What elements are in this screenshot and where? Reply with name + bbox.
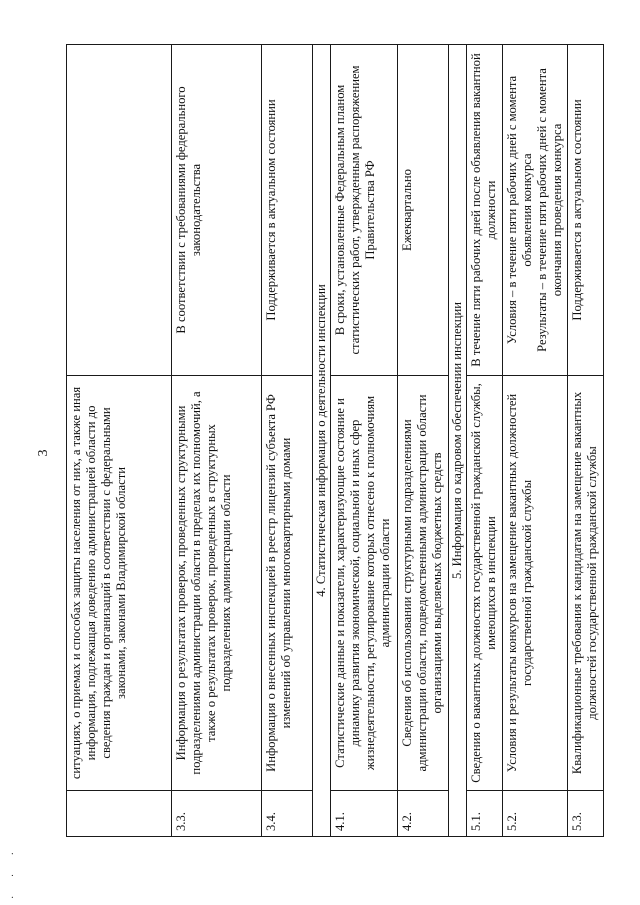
table-row xyxy=(467,45,503,837)
row-name: Информация о результатах проверок, проведенных структурными подразделениями администрации области в пределах их полномочий, а также о результатах проверок, проведенных в структурных подразделениях администрации области xyxy=(172,376,262,791)
row-name: Информация о внесенных инспекцией в реестр лицензий субъекта РФ изменений об управлении многоквартирными домами xyxy=(262,376,313,791)
term-line-conditions: Условия – в течение пяти рабочих дней с момента объявления конкурса xyxy=(505,75,534,345)
row-number: 3.4. xyxy=(262,791,313,837)
table-row xyxy=(398,45,449,837)
information-table xyxy=(66,44,604,837)
row-term xyxy=(503,45,568,376)
section-heading: 4. Статистическая информация о деятельности инспекции xyxy=(313,45,331,837)
page-number: 3 xyxy=(36,449,51,457)
row-term: В течение пяти рабочих дней после объявления вакантной должности xyxy=(467,45,503,376)
section-row xyxy=(313,45,331,837)
table-row xyxy=(67,45,172,837)
row-term: В сроки, установленные Федеральным планом статистических работ, утвержденным распоряжением Правительства РФ xyxy=(331,45,398,376)
row-term: Ежеквартально xyxy=(398,45,449,376)
row-term: Поддерживается в актуальном состоянии xyxy=(262,45,313,376)
row-number: 5.3. xyxy=(568,791,604,837)
table-row xyxy=(503,45,568,837)
corner-marks: · · · xyxy=(8,844,19,899)
row-number: 4.1. xyxy=(331,791,398,837)
row-name: Условия и результаты конкурсов на замещение вакантных должностей государственной гражданской службы xyxy=(503,376,568,791)
row-name: Сведения о вакантных должностях государственной гражданской службы, имеющихся в инспекции xyxy=(467,376,503,791)
row-number: 5.1. xyxy=(467,791,503,837)
table-row xyxy=(172,45,262,837)
row-name: ситуациях, о приемах и способах защиты населения от них, а также иная информация, подлежащая доведению администрацией области до сведения граждан и организаций в соответствии с федеральными законами, законами Владимирской области xyxy=(67,376,172,791)
row-name: Сведения об использовании структурными подразделениями администрации области, подведомственными администрации области организациями выделяемых бюджетных средств xyxy=(398,376,449,791)
row-term: Поддерживается в актуальном состоянии xyxy=(568,45,604,376)
row-number xyxy=(67,791,172,837)
row-term xyxy=(67,45,172,376)
row-name: Квалификационные требования к кандидатам на замещение вакантных должностей государственной гражданской службы xyxy=(568,376,604,791)
section-heading: 5. Информация о кадровом обеспечении инспекции xyxy=(449,45,467,837)
table-row xyxy=(568,45,604,837)
row-term: В соответствии с требованиями федерального законодательства xyxy=(172,45,262,376)
row-number: 4.2. xyxy=(398,791,449,837)
table-row xyxy=(331,45,398,837)
row-name: Статистические данные и показатели, характеризующие состояние и динамику развития экономической, социальной и иных сфер жизнедеятельности, регулирование которых отнесено к полномочиям администрации области xyxy=(331,376,398,791)
table-row xyxy=(262,45,313,837)
row-number: 3.3. xyxy=(172,791,262,837)
term-line-results: Результаты – в течение пяти рабочих дней с момента окончания проведения конкурса xyxy=(535,68,564,352)
section-row xyxy=(449,45,467,837)
row-number: 5.2. xyxy=(503,791,568,837)
